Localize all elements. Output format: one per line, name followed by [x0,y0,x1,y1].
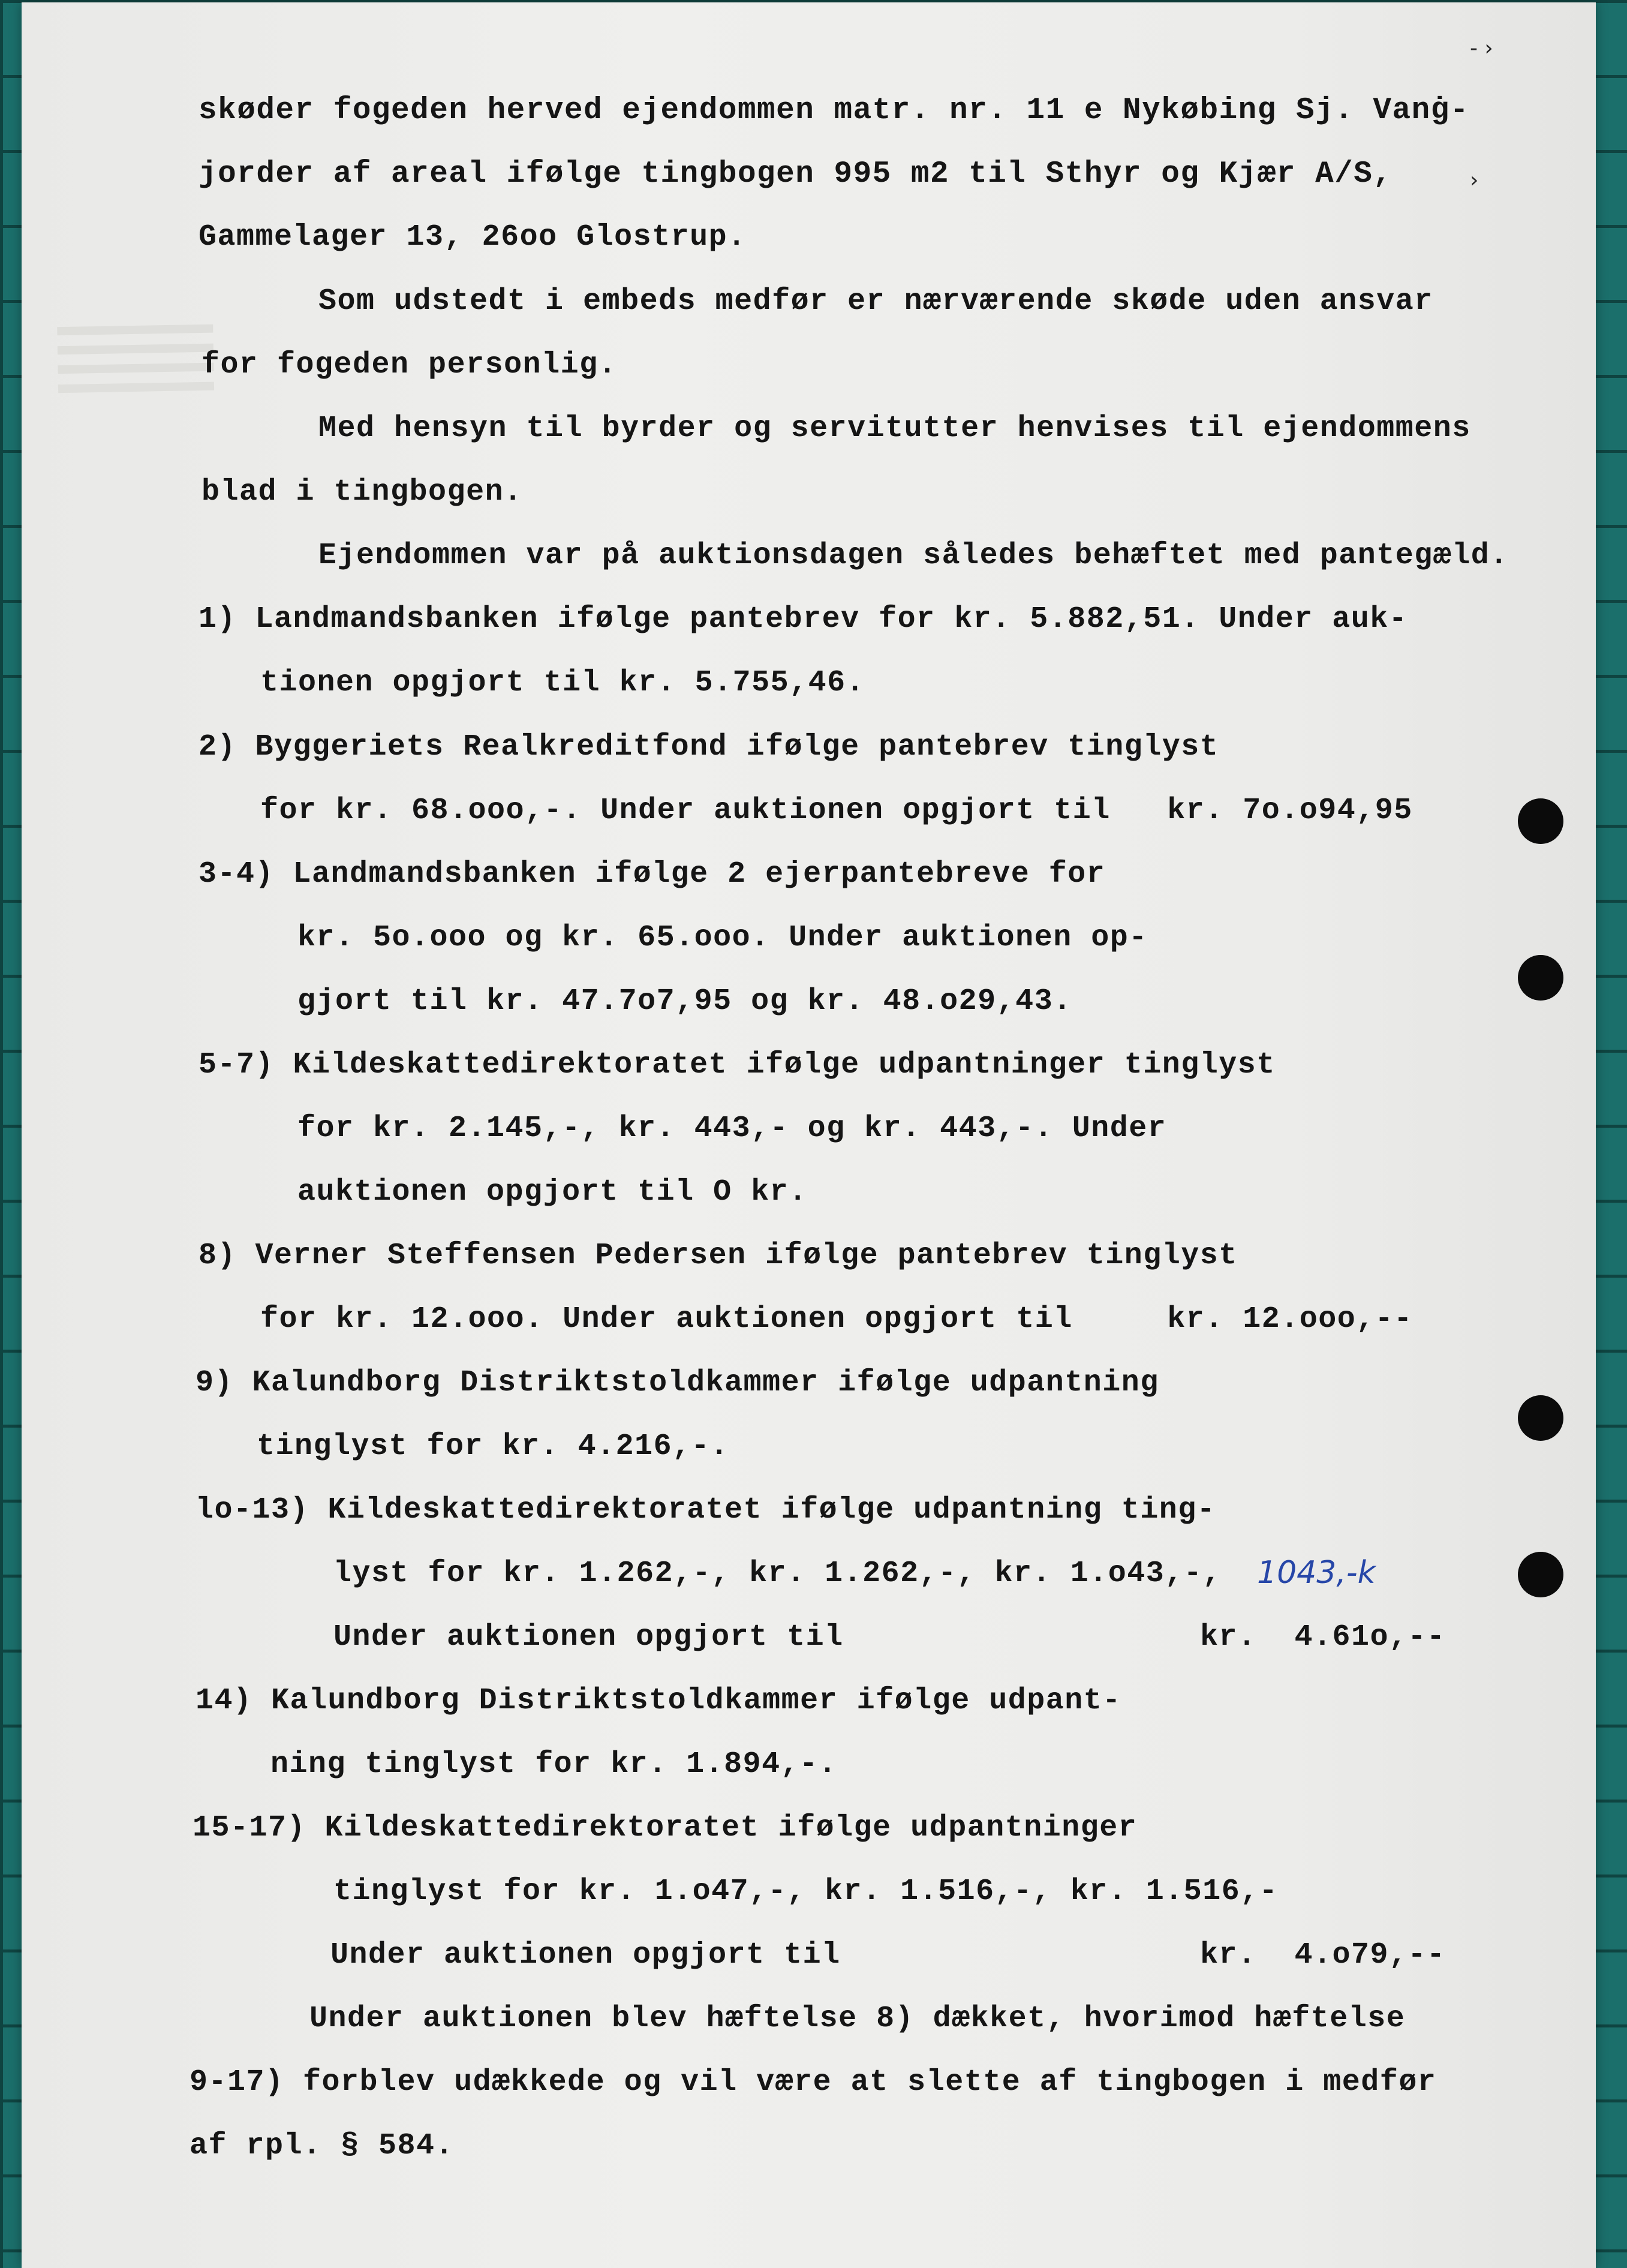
text-line: ning tinglyst for kr. 1.894,-. [270,1747,838,1782]
punch-hole [1518,1552,1563,1597]
punch-hole [1518,1395,1563,1441]
punch-hole [1518,955,1563,1001]
text-line: lyst for kr. 1.262,-, kr. 1.262,-, kr. 1.o43,-, [333,1557,1222,1591]
text-line: 14) Kalundborg Distriktstoldkammer ifølge udpant- [196,1684,1121,1718]
text-line: skøder fogeden herved ejendommen matr. nr. 11 e Nykøbing Sj. Vanġ- [199,94,1469,128]
text-line: blad i tingbogen. [202,475,523,509]
text-line: 8) Verner Steffensen Pedersen ifølge pantebrev tinglyst [199,1239,1238,1273]
text-line: 1) Landmandsbanken ifølge pantebrev for kr. 5.882,51. Under auk- [199,602,1408,636]
amount: kr. 4.o79,-- [1200,1938,1446,1972]
margin-mark: › [1470,168,1479,193]
text-line: Under auktionen blev hæftelse 8) dækket, hvorimod hæftelse [309,2002,1406,2036]
document-page [22,2,1596,2268]
text-line: 2) Byggeriets Realkreditfond ifølge pantebrev tinglyst [199,730,1219,764]
text-line: Med hensyn til byrder og servitutter henvises til ejendommens [318,411,1471,446]
text-line: 5-7) Kildeskattedirektoratet ifølge udpantninger tinglyst [199,1048,1276,1082]
text-line: tinglyst for kr. 1.o47,-, kr. 1.516,-, kr. 1.516,- [333,1875,1279,1909]
text-line: tinglyst for kr. 4.216,-. [257,1429,729,1464]
text-line: 3-4) Landmandsbanken ifølge 2 ejerpantebreve for [199,857,1106,891]
text-line: gjort til kr. 47.7o7,95 og kr. 48.o29,43. [297,984,1072,1019]
text-line: 15-17) Kildeskattedirektoratet ifølge udpantninger [193,1811,1138,1845]
text-line: Under auktionen opgjort til [333,1620,844,1654]
text-line: 9-17) forblev udækkede og vil være at slette af tingbogen i medfør [190,2065,1437,2099]
corner-mark: ‑ › [1470,36,1493,61]
text-line: jorder af areal ifølge tingbogen 995 m2 til Sthyr og Kjær A/S, [199,157,1393,191]
text-line: lo-13) Kildeskattedirektoratet ifølge udpantning ting- [196,1493,1216,1527]
text-line: for kr. 12.ooo. Under auktionen opgjort til kr. 12.ooo,-- [260,1302,1413,1336]
text-line: tionen opgjort til kr. 5.755,46. [260,666,865,700]
amount: kr. 4.61o,-- [1200,1620,1446,1654]
text-line: Gammelager 13, 26oo Glostrup. [199,220,747,254]
handwritten-addition: 1043,-k [1257,1555,1376,1591]
text-line: Under auktionen opgjort til [330,1938,841,1972]
punch-hole [1518,798,1563,844]
text-line: 9) Kalundborg Distriktstoldkammer ifølge udpantning [196,1366,1159,1400]
text-line: Ejendommen var på auktionsdagen således behæftet med pantegæld. [318,539,1509,573]
text-line: Som udstedt i embeds medfør er nærværende skøde uden ansvar [318,284,1433,319]
text-line: for fogeden personlig. [202,348,618,382]
text-line: auktionen opgjort til O kr. [297,1175,808,1209]
text-line: af rpl. § 584. [190,2129,455,2163]
text-line: for kr. 68.ooo,-. Under auktionen opgjort til kr. 7o.o94,95 [260,794,1413,828]
text-line: kr. 5o.ooo og kr. 65.ooo. Under auktionen op- [297,921,1148,955]
text-line: for kr. 2.145,-, kr. 443,- og kr. 443,-. Under [297,1112,1167,1146]
